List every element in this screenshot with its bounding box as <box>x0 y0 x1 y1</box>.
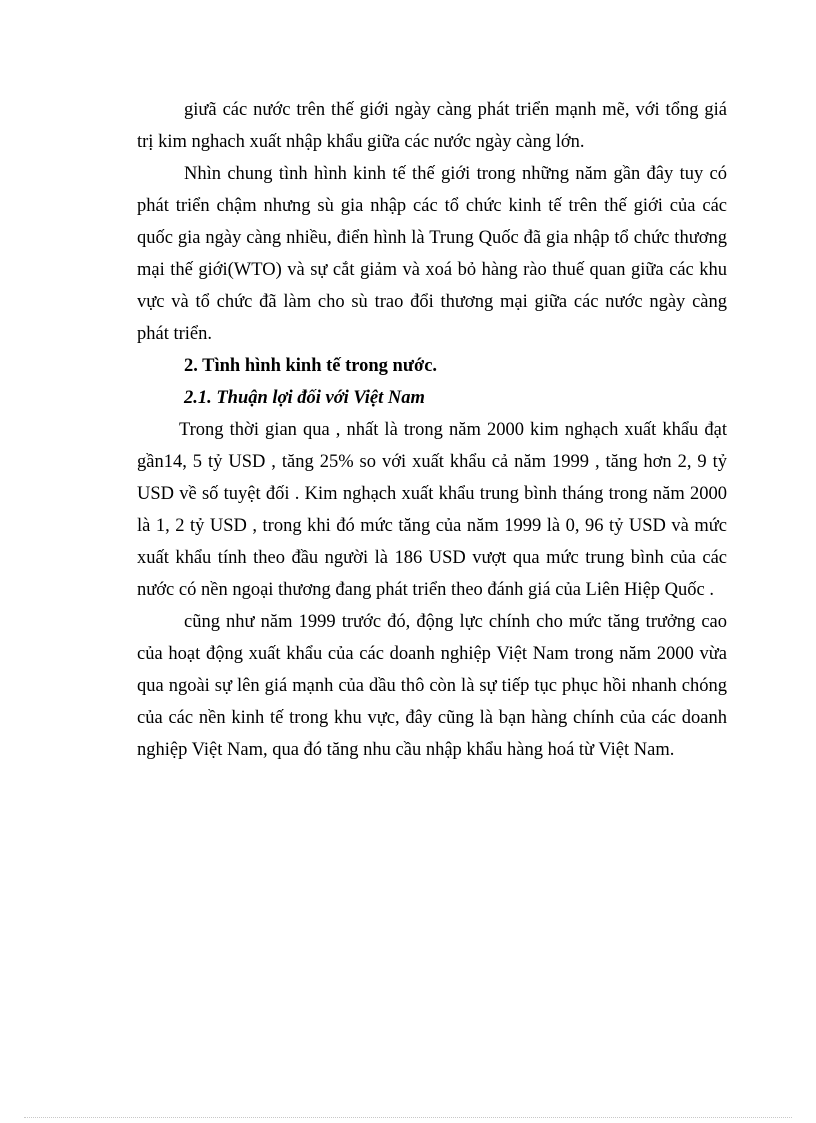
paragraph-growth-drivers: cũng như năm 1999 trước đó, động lực chính cho mức tăng trưởng cao của hoạt động xuất khẩu của các doanh nghiệp Việt Nam trong năm 2000 vừa qua ngoài sự lên giá mạnh của dầu thô còn là sự tiếp tục phục hồi nhanh chóng của các nền kinh tế trong khu vực, đây cũng là bạn hàng chính của các doanh nghiệp Việt Nam, qua đó tăng nhu cầu nhập khẩu hàng hoá từ Việt Nam. <box>137 612 727 760</box>
section-heading-domestic-economy: 2. Tình hình kinh tế trong nước. <box>184 356 438 376</box>
paragraph-world-trade: giưã các nước trên thế giới ngày càng phát triển mạnh mẽ, với tổng giá trị kim nghach xuất nhập khẩu giữa các nước ngày càng lớn. <box>137 100 727 152</box>
paragraph-export-turnover: Trong thời gian qua , nhất là trong năm 2000 kim nghạch xuất khẩu đạt gần14, 5 tỷ USD , tăng 25% so với xuất khẩu cả năm 1999 , tăng hơn 2, 9 tỷ USD về số tuyệt đối . Kim nghạch xuất khẩu trung bình tháng trong năm 2000 là 1, 2 tỷ USD , trong khi đó mức tăng của năm 1999 là 0, 96 tỷ USD và mức xuất khẩu tính theo đầu người là 186 USD vượt qua mức trung bình của các nước có nền ngoại thương đang phát triển theo đánh giá của Liên Hiệp Quốc . <box>137 420 727 600</box>
paragraph-world-economy: Nhìn chung tình hình kinh tế thế giới trong những năm gần đây tuy có phát triển chậm nhưng sù gia nhập các tổ chức kinh tế trên thế giới của các quốc gia ngày càng nhiều, điển hình là Trung Quốc đã gia nhập tổ chức thương mại thế giới(WTO) và sự cắt giảm và xoá bỏ hàng rào thuế quan giữa các khu vực và tổ chức đã làm cho sù trao đổi thương mại giữa các nước ngày càng phát triển. <box>137 164 727 344</box>
subsection-heading-advantages: 2.1. Thuận lợi đối với Việt Nam <box>184 388 425 408</box>
page-bottom-divider <box>24 1117 792 1118</box>
document-body <box>137 94 727 766</box>
